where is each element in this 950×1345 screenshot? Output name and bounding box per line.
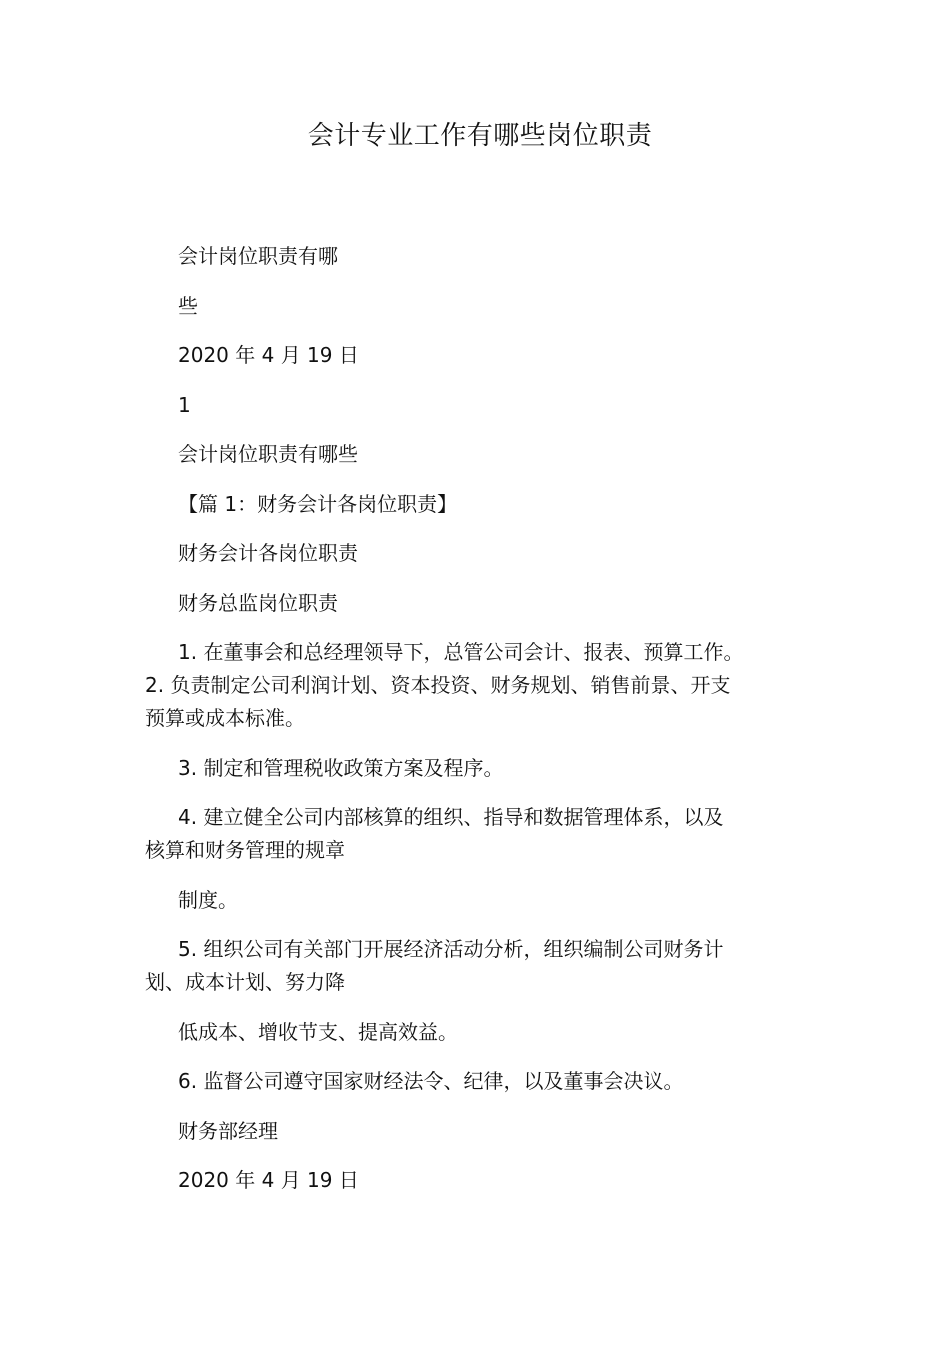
- section-heading: 财务会计各岗位职责: [178, 541, 358, 565]
- role-heading: 财务总监岗位职责: [178, 591, 338, 615]
- list-item: 1. 在董事会和总经理领导下，总管公司会计、报表、预算工作。: [178, 640, 744, 664]
- list-item-continuation: 预算或成本标准。: [145, 706, 305, 730]
- list-item: 4. 建立健全公司内部核算的组织、指导和数据管理体系，以及: [178, 805, 724, 829]
- chapter-heading: 【篇 1：财务会计各岗位职责】: [178, 492, 458, 516]
- role-heading: 财务部经理: [178, 1119, 278, 1143]
- text-line: 些: [178, 294, 198, 318]
- page-number: 1: [178, 393, 191, 417]
- section-heading: 会计岗位职责有哪些: [178, 442, 358, 466]
- list-item-continuation: 划、成本计划、努力降: [145, 970, 345, 994]
- list-item: 5. 组织公司有关部门开展经济活动分析，组织编制公司财务计: [178, 937, 724, 961]
- list-item: 2. 负责制定公司利润计划、资本投资、财务规划、销售前景、开支: [145, 673, 731, 697]
- date-line: 2020 年 4 月 19 日: [178, 343, 359, 367]
- list-item: 3. 制定和管理税收政策方案及程序。: [178, 756, 504, 780]
- list-item-continuation: 制度。: [178, 888, 238, 912]
- document-title: 会计专业工作有哪些岗位职责: [307, 121, 653, 151]
- list-item-continuation: 低成本、增收节支、提高效益。: [178, 1020, 458, 1044]
- text-line: 会计岗位职责有哪: [178, 244, 338, 268]
- date-line: 2020 年 4 月 19 日: [178, 1168, 359, 1192]
- list-item-continuation: 核算和财务管理的规章: [145, 838, 345, 862]
- list-item: 6. 监督公司遵守国家财经法令、纪律，以及董事会决议。: [178, 1069, 684, 1093]
